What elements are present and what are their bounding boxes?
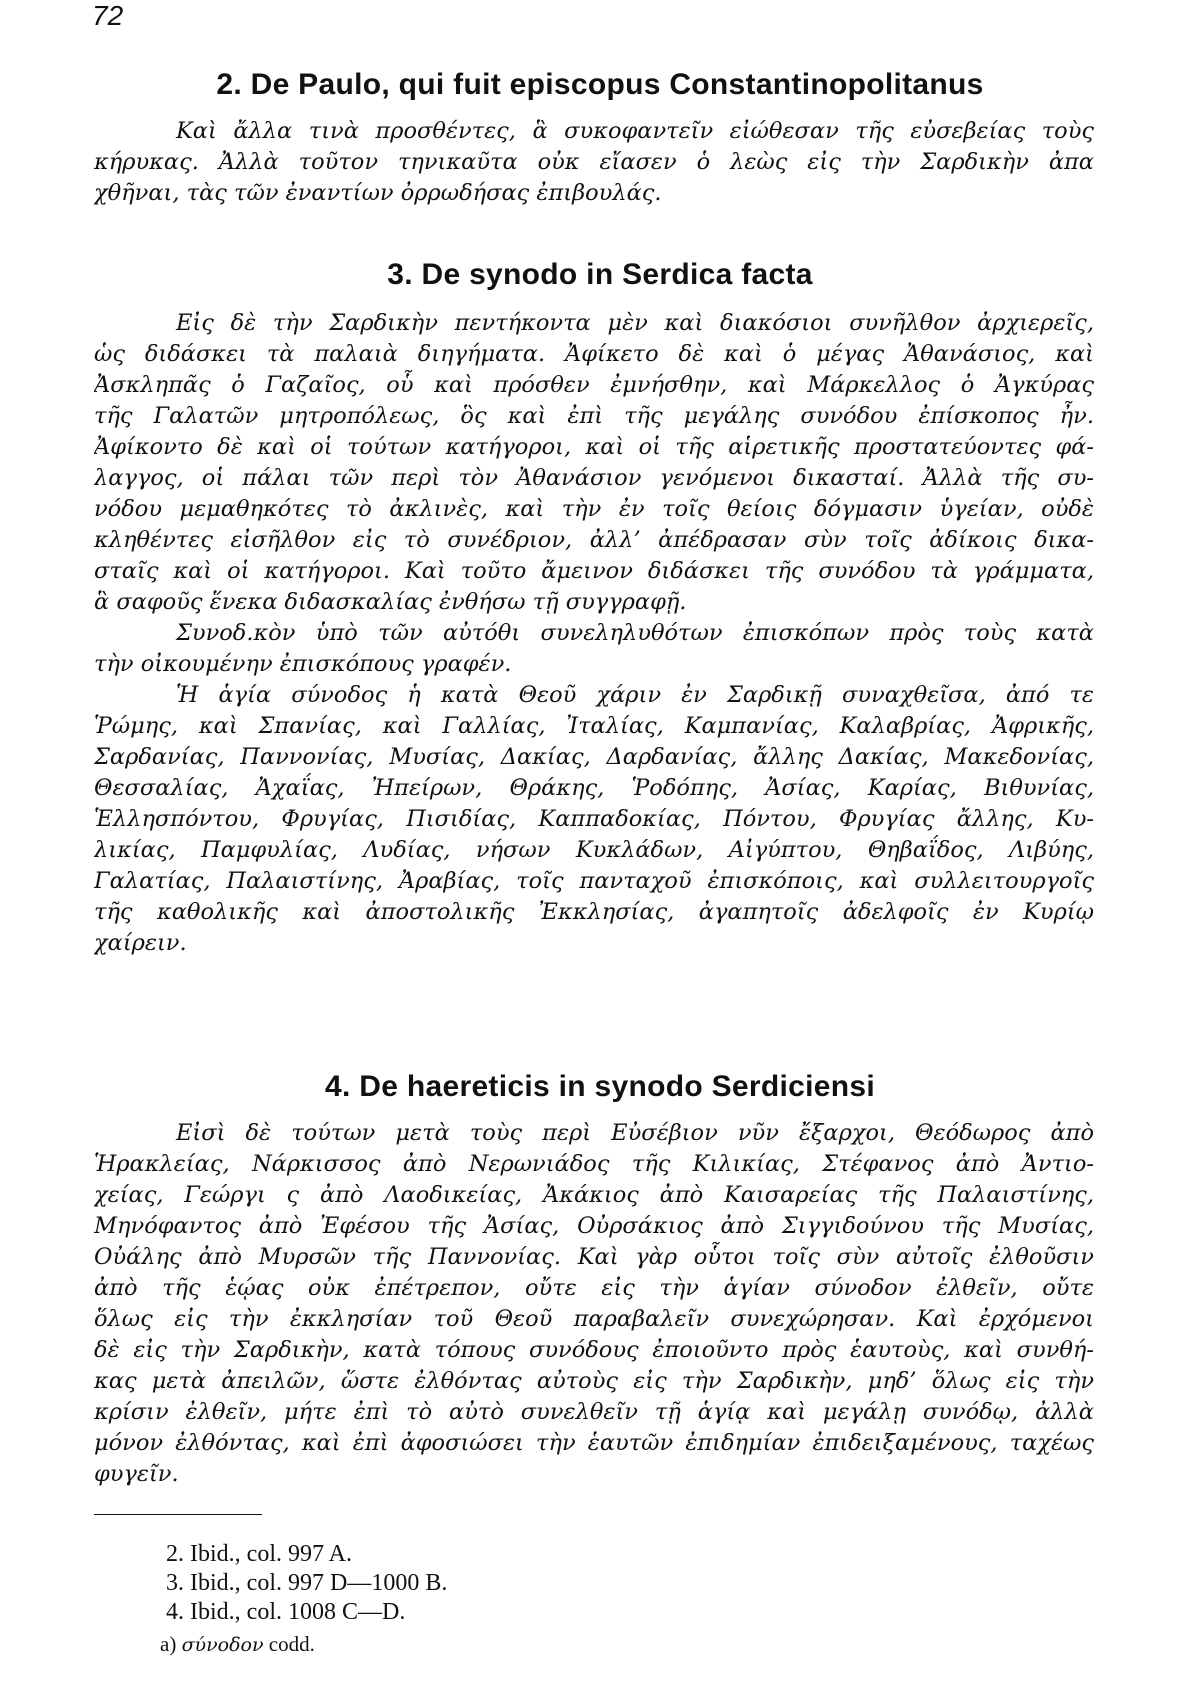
text-line: Ῥώμης, καὶ Σπανίας, καὶ Γαλλίας, Ἰταλίας, Καμπανίας, Καλαβρίας, Ἀφρικῆς,	[94, 713, 1094, 739]
text-line: ἀπὸ τῆς ἑῴας οὐκ ἐπέτρεπον, οὔτε εἰς τὴν ἁγίαν σύνοδον ἐλθεῖν, οὔτε	[94, 1275, 1094, 1301]
text-line: Καὶ ἄλλα τινὰ προσθέντες, ἃ συκοφαντεῖν εἰώθεσαν τῆς εὐσεβείας τοὺς	[176, 118, 1094, 144]
text-line: Συνοδ.κὸν ὑπὸ τῶν αὐτόθι συνεληλυθότων ἐπισκόπων πρὸς τοὺς κατὰ	[176, 620, 1094, 646]
footnote: 4. Ibid., col. 1008 C—D.	[166, 1599, 406, 1625]
section-text	[94, 308, 1094, 959]
text-line: τῆς Γαλατῶν μητροπόλεως, ὃς καὶ ἐπὶ τῆς μεγάλης συνόδου ἐπίσκοπος ἦν.	[94, 403, 1094, 429]
text-line: Εἰσὶ δὲ τούτων μετὰ τοὺς περὶ Εὐσέβιον νῦν ἔξαρχοι, Θεόδωρος ἀπὸ	[176, 1120, 1094, 1146]
text-line: Ἀσκληπᾶς ὁ Γαζαῖος, οὗ καὶ πρόσθεν ἐμνήσθην, καὶ Μάρκελλος ὁ Ἀγκύρας	[94, 372, 1094, 398]
text-line: Γαλατίας, Παλαιστίνης, Ἀραβίας, τοῖς πανταχοῦ ἐπισκόποις, καὶ συλλειτουργοῖς	[94, 868, 1094, 894]
text-line: Εἰς δὲ τὴν Σαρδικὴν πεντήκοντα μὲν καὶ διακόσιοι συνῆλθον ἀρχιερεῖς,	[176, 310, 1094, 336]
apparatus-reading: σύνοδον	[181, 1634, 264, 1656]
apparatus-label: a)	[160, 1632, 177, 1656]
text-line: λαγγος, οἱ πάλαι τῶν περὶ τὸν Ἀθανάσιον γενόμενοι δικασταί. Ἀλλὰ τῆς συ-	[94, 465, 1094, 491]
text-line: κληθέντες εἰσῆλθον εἰς τὸ συνέδριον, ἀλλ’ ἀπέδρασαν σὺν τοῖς ἀδίκοις δικα-	[94, 527, 1094, 553]
section-text	[94, 116, 1094, 209]
text-line: λικίας, Παμφυλίας, Λυδίας, νήσων Κυκλάδων, Αἰγύπτου, Θηβαΐδος, Λιβύης,	[94, 837, 1094, 863]
section-3	[0, 258, 1200, 959]
text-line: τὴν οἰκουμένην ἐπισκόπους γραφέν.	[94, 651, 512, 677]
text-line: ἃ σαφοῦς ἕνεκα διδασκαλίας ἐνθήσω τῇ συγγραφῇ.	[94, 589, 687, 615]
section-heading: 4. De haereticis in synodo Serdiciensi	[325, 1070, 875, 1103]
apparatus-source: codd.	[268, 1632, 315, 1656]
section-4	[0, 1070, 1200, 1490]
text-line: ὅλως εἰς τὴν ἐκκλησίαν τοῦ Θεοῦ παραβαλεῖν συνεχώρησαν. Καὶ ἐρχόμενοι	[94, 1306, 1094, 1332]
page-number: 72	[92, 0, 124, 31]
section-text	[94, 1118, 1094, 1490]
text-line: Ἀφίκοντο δὲ καὶ οἱ τούτων κατήγοροι, καὶ οἱ τῆς αἱρετικῆς προστατεύοντες φά-	[94, 434, 1094, 460]
text-line: νόδου μεμαθηκότες τὸ ἀκλινὲς, καὶ τὴν ἐν τοῖς θείοις δόγμασιν ὑγείαν, οὐδὲ	[94, 496, 1094, 522]
text-line: Θεσσαλίας, Ἀχαΐας, Ἠπείρων, Θράκης, Ῥοδόπης, Ἀσίας, Καρίας, Βιθυνίας,	[94, 775, 1094, 801]
text-line: χθῆναι, τὰς τῶν ἐναντίων ὀρρωδήσας ἐπιβουλάς.	[94, 180, 662, 206]
section-heading: 3. De synodo in Serdica facta	[387, 258, 813, 291]
text-line: σταῖς καὶ οἱ κατήγοροι. Καὶ τοῦτο ἄμεινον διδάσκει τῆς συνόδου τὰ γράμματα,	[94, 558, 1094, 584]
section-heading: 2. De Paulo, qui fuit episcopus Constantinopolitanus	[216, 68, 984, 101]
text-line: κας μετὰ ἀπειλῶν, ὥστε ἐλθόντας αὐτοὺς εἰς τὴν Σαρδικὴν, μηδ’ ὅλως εἰς τὴν	[94, 1368, 1094, 1394]
footnotes	[166, 1540, 447, 1627]
text-line: χαίρειν.	[94, 930, 187, 956]
text-line: φυγεῖν.	[94, 1461, 179, 1487]
text-line: μόνον ἐλθόντας, καὶ ἐπὶ ἀφοσιώσει τὴν ἑαυτῶν ἐπιδημίαν ἐπιδειξαμένους, ταχέως	[94, 1430, 1094, 1456]
text-line: Ἡ ἁγία σύνοδος ἡ κατὰ Θεοῦ χάριν ἐν Σαρδικῇ συναχθεῖσα, ἀπό τε	[176, 682, 1094, 708]
text-line: Ἑλλησπόντου, Φρυγίας, Πισιδίας, Καππαδοκίας, Πόντου, Φρυγίας ἄλλης, Κυ-	[94, 806, 1094, 832]
text-line: Σαρδανίας, Παννονίας, Μυσίας, Δακίας, Δαρδανίας, ἄλλης Δακίας, Μακεδονίας,	[94, 744, 1094, 770]
text-line: κρίσιν ἐλθεῖν, μήτε ἐπὶ τὸ αὐτὸ συνελθεῖν τῇ ἁγίᾳ καὶ μεγάλῃ συνόδῳ, ἀλλὰ	[94, 1399, 1094, 1425]
text-line: Μηνόφαντος ἀπὸ Ἐφέσου τῆς Ἀσίας, Οὐρσάκιος ἀπὸ Σιγγιδούνου τῆς Μυσίας,	[94, 1213, 1094, 1239]
text-line: Ἡρακλείας, Νάρκισσος ἀπὸ Νερωνιάδος τῆς Κιλικίας, Στέφανος ἀπὸ Ἀντιο-	[94, 1151, 1094, 1177]
section-2	[0, 68, 1200, 209]
apparatus-note	[160, 1632, 315, 1657]
footnote: 3. Ibid., col. 997 D—1000 B.	[166, 1570, 448, 1596]
footnote-rule	[94, 1514, 262, 1515]
text-line: κήρυκας. Ἀλλὰ τοῦτον τηνικαῦτα οὐκ εἴασεν ὁ λεὼς εἰς τὴν Σαρδικὴν ἀπα	[94, 149, 1094, 175]
text-line: τῆς καθολικῆς καὶ ἀποστολικῆς Ἐκκλησίας, ἀγαπητοῖς ἀδελφοῖς ἐν Κυρίῳ	[94, 899, 1094, 925]
footnote: 2. Ibid., col. 997 A.	[166, 1541, 352, 1567]
text-line: δὲ εἰς τὴν Σαρδικὴν, κατὰ τόπους συνόδους ἐποιοῦντο πρὸς ἑαυτοὺς, καὶ συνθή-	[94, 1337, 1094, 1363]
text-line: χείας, Γεώργι ς ἀπὸ Λαοδικείας, Ἀκάκιος ἀπὸ Καισαρείας τῆς Παλαιστίνης,	[94, 1182, 1094, 1208]
text-line: ὡς διδάσκει τὰ παλαιὰ διηγήματα. Ἀφίκετο δὲ καὶ ὁ μέγας Ἀθανάσιος, καὶ	[94, 341, 1094, 367]
text-line: Οὐάλης ἀπὸ Μυρσῶν τῆς Παννονίας. Καὶ γὰρ οὗτοι τοῖς σὺν αὐτοῖς ἐλθοῦσιν	[94, 1244, 1094, 1270]
